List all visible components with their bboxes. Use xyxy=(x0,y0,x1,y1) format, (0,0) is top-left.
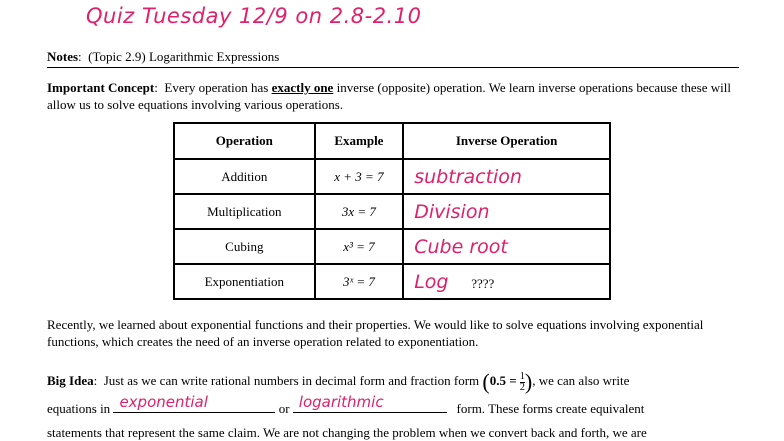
notes-divider xyxy=(47,67,739,68)
recent-paragraph: Recently, we learned about exponential functions and their properties. We would like to solve equations involving exponential functions, which creates the need of an inverse operation related to exponentiation. xyxy=(47,317,704,349)
cell-inverse xyxy=(403,159,610,194)
fill-blank-2 xyxy=(293,393,447,413)
header-operation: Operation xyxy=(174,123,315,159)
fraction-numerator: 1 xyxy=(519,370,525,382)
cell-operation: Exponentiation xyxy=(174,264,315,299)
cell-inverse xyxy=(403,264,610,299)
big-idea-label: Big Idea xyxy=(47,373,94,388)
notes-topic: (Topic 2.9) Logarithmic Expressions xyxy=(88,49,280,64)
cell-operation: Multiplication xyxy=(174,194,315,229)
big-idea-paragraph: Big Idea: Just as we can write rational numbers in decimal form and fraction form (0.5 = $\frac{1}{2}$ ), we can also write xyxy=(47,369,630,395)
concept-label: Important Concept xyxy=(47,80,155,95)
fraction-denominator: 2 xyxy=(519,381,525,393)
big-idea-text: Just as we can write rational numbers in decimal form and fraction form xyxy=(103,373,483,388)
inverse-operations-table xyxy=(173,122,611,300)
cell-operation: Addition xyxy=(174,159,315,194)
close-paren: ) xyxy=(524,369,533,395)
concept-emphasis: exactly one xyxy=(271,80,334,95)
cell-example: x³ = 7 xyxy=(315,229,404,264)
concept-text-before: Every operation has xyxy=(164,80,272,95)
handwritten-answer: Division xyxy=(414,200,490,223)
table-row xyxy=(174,159,610,194)
question-marks: ???? xyxy=(471,275,495,291)
cell-example: 3x = 7 xyxy=(315,194,404,229)
cell-inverse xyxy=(403,229,610,264)
handwritten-answer: subtraction xyxy=(414,165,522,188)
notes-heading: Notes: (Topic 2.9) Logarithmic Expressions xyxy=(47,49,280,64)
concept-text-after: inverse (opposite) operation. We learn inverse operations because these will allow us to solve equations involving various operations. xyxy=(47,80,731,112)
important-concept-paragraph: Important Concept: Every operation has exactly one inverse (opposite) operation. We learn inverse operations because these will allow us to solve equations involving various operations. xyxy=(47,80,731,112)
eq-suffix: form. These forms create equivalent xyxy=(453,401,645,416)
cell-inverse xyxy=(403,194,610,229)
eq-middle: or xyxy=(275,401,293,416)
header-example: Example xyxy=(315,123,404,159)
handwritten-quiz-note: Quiz Tuesday 12/9 on 2.8-2.10 xyxy=(86,4,422,28)
big-idea-text-after: , we can also write xyxy=(532,373,630,388)
cell-example: x + 3 = 7 xyxy=(315,159,404,194)
table-header-row xyxy=(174,123,610,159)
equations-forms-line xyxy=(47,393,747,420)
handwritten-blank-2: logarithmic xyxy=(298,393,384,411)
statements-line: statements that represent the same claim. We are not changing the problem when we convert back and forth, we are xyxy=(47,425,647,440)
decimal-form: 0.5 = xyxy=(489,373,520,388)
open-paren: ( xyxy=(482,369,490,395)
eq-prefix: equations in xyxy=(47,401,114,416)
fill-blank-1 xyxy=(113,393,275,413)
handwritten-blank-1: exponential xyxy=(119,393,208,411)
handwritten-answer: Log xyxy=(414,270,449,293)
cell-example: 3ˣ = 7 xyxy=(315,264,404,299)
table-row xyxy=(174,229,610,264)
cell-operation: Cubing xyxy=(174,229,315,264)
table-row xyxy=(174,264,610,299)
table-row xyxy=(174,194,610,229)
notes-label: Notes xyxy=(47,49,79,64)
handwritten-answer: Cube root xyxy=(414,235,508,258)
header-inverse: Inverse Operation xyxy=(403,123,610,159)
